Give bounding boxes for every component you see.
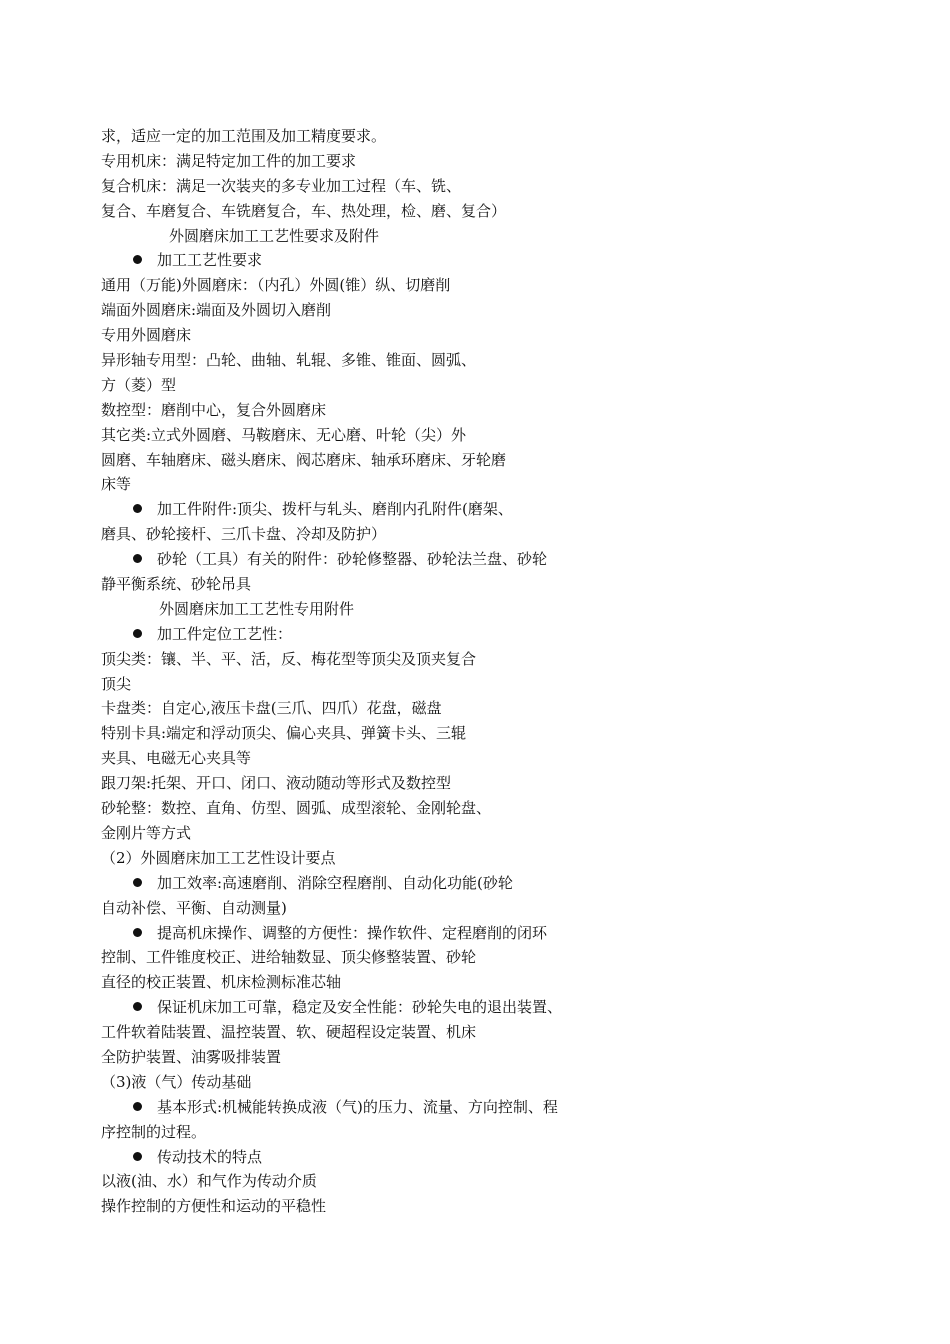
bullet-dot-icon [133, 629, 142, 638]
line-text: 圆磨、车轴磨床、磁头磨床、阀芯磨床、轴承环磨床、牙轮磨 [101, 450, 507, 469]
line-text: 以液(油、水）和气作为传动介质 [101, 1172, 317, 1191]
line-text: 全防护装置、油雾吸排装置 [101, 1047, 282, 1066]
bullet-dot-icon [133, 554, 142, 563]
text-line [101, 323, 661, 348]
line-text: 工件软着陆装置、温控装置、软、硬超程设定装置、机床 [101, 1023, 477, 1042]
line-text: 顶尖 [101, 674, 132, 693]
line-text: 序控制的过程。 [101, 1122, 207, 1141]
bullet-item [101, 921, 661, 946]
line-text: 顶尖类：镶、半、平、活，反、梅花型等顶尖及顶夹复合 [101, 649, 477, 668]
text-line [101, 124, 661, 149]
line-text: 加工工艺性要求 [157, 251, 263, 270]
text-line [101, 472, 661, 497]
text-line [101, 721, 661, 746]
line-text: 外圆磨床加工工艺性专用附件 [159, 599, 355, 618]
bullet-dot-icon [133, 878, 142, 887]
line-text: （3)液（气）传动基础 [101, 1072, 252, 1091]
line-text: 专用机床：满足特定加工件的加工要求 [101, 151, 357, 170]
text-line [101, 1120, 661, 1145]
bullet-item [101, 1145, 661, 1170]
text-line [101, 672, 661, 697]
line-text: 数控型：磨削中心，复合外圆磨床 [101, 400, 327, 419]
text-line [101, 696, 661, 721]
text-line [101, 1070, 661, 1095]
text-line [101, 796, 661, 821]
section-heading [101, 224, 661, 249]
line-text: 砂轮整：数控、直角、仿型、圆弧、成型滚轮、金刚轮盘、 [101, 799, 492, 818]
text-line [101, 821, 661, 846]
bullet-dot-icon [133, 928, 142, 937]
bullet-item [101, 871, 661, 896]
bullet-item [101, 248, 661, 273]
line-text: 提高机床操作、调整的方便性：操作软件、定程磨削的闭环 [157, 923, 548, 942]
text-line [101, 1045, 661, 1070]
text-line [101, 1169, 661, 1194]
line-text: 操作控制的方便性和运动的平稳性 [101, 1197, 327, 1216]
text-line [101, 1194, 661, 1219]
line-text: 砂轮（工具）有关的附件：砂轮修整器、砂轮法兰盘、砂轮 [157, 550, 548, 569]
text-line [101, 398, 661, 423]
text-line [101, 896, 661, 921]
line-text: 求，适应一定的加工范围及加工精度要求。 [101, 127, 387, 145]
line-text: 自动补偿、平衡、自动测量) [101, 898, 287, 917]
line-text: 控制、工件锥度校正、进给轴数显、顶尖修整装置、砂轮 [101, 948, 477, 967]
line-text: 静平衡系统、砂轮吊具 [101, 575, 252, 594]
line-text: 加工效率:高速磨削、消除空程磨削、自动化功能(砂轮 [157, 873, 513, 892]
text-line [101, 423, 661, 448]
line-text: 加工件附件:顶尖、拨杆与轧头、磨削内孔附件(磨架、 [157, 500, 513, 519]
bullet-item [101, 622, 661, 647]
text-line [101, 174, 661, 199]
line-text: 卡盘类：自定心,液压卡盘(三爪、四爪）花盘，磁盘 [101, 699, 442, 718]
line-text: 其它类:立式外圆磨、马鞍磨床、无心磨、叶轮（尖）外 [101, 425, 467, 444]
text-line [101, 273, 661, 298]
document-body [101, 124, 661, 1219]
bullet-item [101, 497, 661, 522]
bullet-dot-icon [133, 1002, 142, 1011]
line-text: 专用外圆磨床 [101, 326, 192, 345]
line-text: 床等 [101, 475, 132, 494]
bullet-item [101, 547, 661, 572]
text-line [101, 522, 661, 547]
line-text: 复合机床：满足一次装夹的多专业加工过程（车、铣、 [101, 176, 462, 195]
bullet-item [101, 1095, 661, 1120]
text-line [101, 945, 661, 970]
text-line [101, 771, 661, 796]
text-line [101, 199, 661, 224]
line-text: 异形轴专用型：凸轮、曲轴、轧辊、多锥、锥面、圆弧、 [101, 351, 477, 370]
text-line [101, 846, 661, 871]
line-text: 夹具、电磁无心夹具等 [101, 749, 252, 768]
text-line [101, 572, 661, 597]
line-text: 方（菱）型 [101, 375, 177, 394]
text-line [101, 448, 661, 473]
line-text: 跟刀架:托架、开口、闭口、液动随动等形式及数控型 [101, 774, 452, 793]
text-line [101, 373, 661, 398]
line-text: 特别卡具:端定和浮动顶尖、偏心夹具、弹簧卡头、三辊 [101, 724, 467, 743]
line-text: 金刚片等方式 [101, 823, 192, 842]
text-line [101, 348, 661, 373]
text-line [101, 149, 661, 174]
line-text: 外圆磨床加工工艺性要求及附件 [169, 226, 380, 245]
text-line [101, 970, 661, 995]
section-heading [101, 597, 661, 622]
text-line [101, 298, 661, 323]
line-text: 基本形式:机械能转换成液（气)的压力、流量、方向控制、程 [157, 1097, 558, 1116]
bullet-dot-icon [133, 504, 142, 513]
line-text: 复合、车磨复合、车铣磨复合，车、热处理，检、磨、复合） [101, 201, 507, 220]
line-text: 通用（万能)外圆磨床：（内孔）外圆(锥）纵、切磨削 [101, 276, 451, 295]
bullet-item [101, 995, 661, 1020]
bullet-dot-icon [133, 1152, 142, 1161]
line-text: 端面外圆磨床:端面及外圆切入磨削 [101, 301, 332, 320]
line-text: 保证机床加工可靠，稳定及安全性能：砂轮失电的退出装置、 [157, 998, 563, 1017]
text-line [101, 1020, 661, 1045]
text-line [101, 746, 661, 771]
line-text: 直径的校正装置、机床检测标准芯轴 [101, 973, 342, 992]
line-text: （2）外圆磨床加工工艺性设计要点 [101, 848, 336, 867]
bullet-dot-icon [133, 1102, 142, 1111]
bullet-dot-icon [133, 255, 142, 264]
line-text: 加工件定位工艺性： [157, 624, 293, 643]
line-text: 传动技术的特点 [157, 1147, 263, 1166]
text-line [101, 647, 661, 672]
line-text: 磨具、砂轮接杆、三爪卡盘、冷却及防护） [101, 525, 387, 544]
